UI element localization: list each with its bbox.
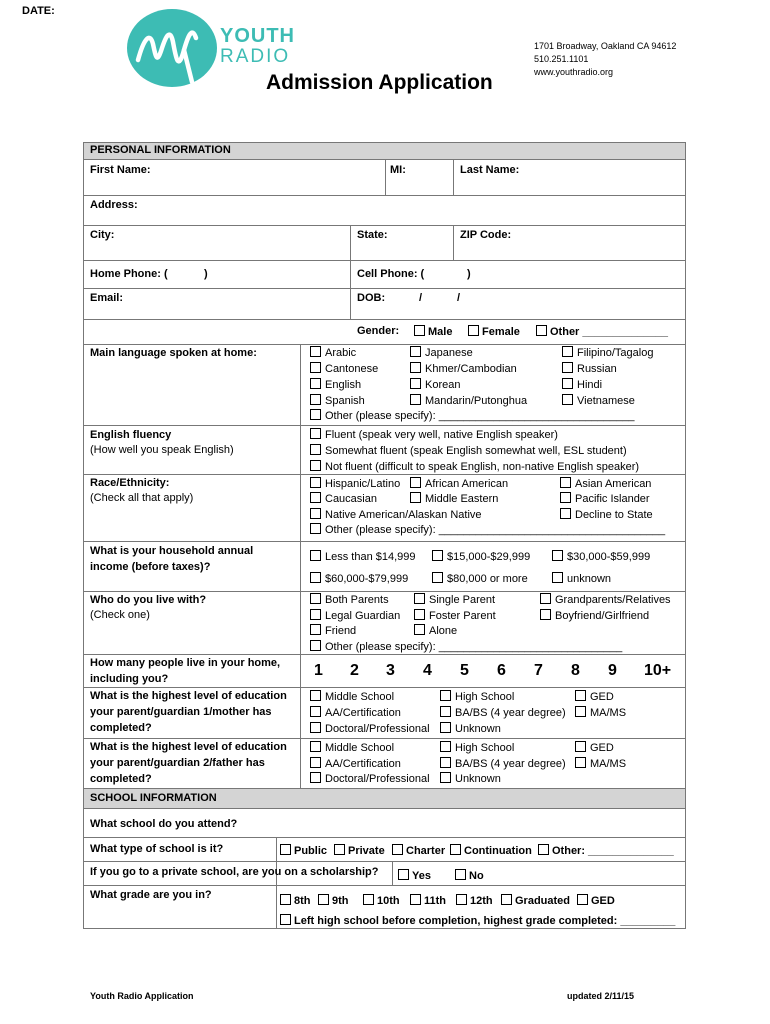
- education2-option[interactable]: AA/Certification: [310, 757, 401, 770]
- checkbox[interactable]: [575, 757, 586, 768]
- school-type-label: What type of school is it?: [90, 843, 224, 855]
- grade-option[interactable]: 10th: [363, 894, 400, 907]
- checkbox[interactable]: [432, 572, 443, 583]
- checkbox[interactable]: [310, 757, 321, 768]
- checkbox[interactable]: [280, 914, 291, 925]
- logo-word-radio: RADIO: [220, 46, 291, 67]
- livewith-option[interactable]: Legal Guardian: [310, 609, 400, 622]
- checkbox[interactable]: [440, 741, 451, 752]
- school-type-option[interactable]: Continuation: [450, 844, 532, 857]
- checkbox[interactable]: [310, 690, 321, 701]
- school-type-option[interactable]: Charter: [392, 844, 445, 857]
- education2-option[interactable]: Middle School: [310, 741, 394, 754]
- household-number[interactable]: 6: [497, 662, 506, 679]
- cell-phone-paren: ): [467, 268, 471, 280]
- checkbox[interactable]: [410, 394, 421, 405]
- school-type-option-other[interactable]: Other: ______________: [538, 844, 674, 857]
- education2-label: What is the highest level of education your parent/guardian 2/father has completed?: [90, 741, 287, 785]
- checkbox[interactable]: [414, 624, 425, 635]
- checkbox[interactable]: [310, 477, 321, 488]
- checkbox[interactable]: [310, 460, 321, 471]
- income-option[interactable]: $60,000-$79,999: [310, 572, 408, 585]
- checkbox[interactable]: [310, 444, 321, 455]
- checkbox[interactable]: [456, 894, 467, 905]
- school-section-title: SCHOOL INFORMATION: [90, 792, 217, 804]
- checkbox[interactable]: [562, 362, 573, 373]
- household-number[interactable]: 8: [571, 662, 580, 679]
- checkbox[interactable]: [560, 492, 571, 503]
- checkbox[interactable]: [455, 869, 466, 880]
- checkbox[interactable]: [310, 772, 321, 783]
- checkbox[interactable]: [414, 593, 425, 604]
- livewith-option[interactable]: Alone: [414, 624, 457, 637]
- race-option-other[interactable]: Other (please specify): _____________________________________: [310, 523, 665, 536]
- language-option[interactable]: Cantonese: [310, 362, 378, 375]
- checkbox[interactable]: [410, 894, 421, 905]
- checkbox[interactable]: [410, 346, 421, 357]
- race-option[interactable]: Asian American: [560, 477, 651, 490]
- checkbox[interactable]: [410, 362, 421, 373]
- livewith-option[interactable]: Friend: [310, 624, 356, 637]
- grade-option[interactable]: GED: [577, 894, 615, 907]
- checkbox[interactable]: [398, 869, 409, 880]
- education2-option[interactable]: Doctoral/Professional: [310, 772, 430, 785]
- household-number[interactable]: 1: [314, 662, 323, 679]
- checkbox[interactable]: [310, 523, 321, 534]
- education1-option[interactable]: Unknown: [440, 722, 501, 735]
- checkbox[interactable]: [280, 894, 291, 905]
- checkbox[interactable]: [280, 844, 291, 855]
- livewith-option[interactable]: Grandparents/Relatives: [540, 593, 671, 606]
- footer-left: Youth Radio Application: [90, 991, 194, 1001]
- checkbox[interactable]: [310, 362, 321, 373]
- checkbox[interactable]: [310, 624, 321, 635]
- checkbox[interactable]: [536, 325, 547, 336]
- address-label[interactable]: Address:: [90, 199, 138, 211]
- livewith-option[interactable]: Boyfriend/Girlfriend: [540, 609, 649, 622]
- logo-word-youth: YOUTH: [220, 25, 295, 47]
- education1-label: What is the highest level of education your parent/guardian 1/mother has completed?: [90, 690, 287, 734]
- state-label[interactable]: State:: [357, 229, 388, 241]
- checkbox[interactable]: [410, 378, 421, 389]
- website-line: www.youthradio.org: [534, 67, 614, 77]
- checkbox[interactable]: [432, 550, 443, 561]
- dob-label[interactable]: DOB:: [357, 292, 386, 304]
- education1-option[interactable]: Middle School: [310, 690, 394, 703]
- scholarship-label: If you go to a private school, are you on a scholarship?: [90, 866, 379, 878]
- language-option-other[interactable]: Other (please specify): ________________________________: [310, 409, 634, 422]
- gender-label: Gender:: [357, 325, 400, 337]
- gender-option-other[interactable]: Other ______________: [536, 325, 668, 338]
- language-option[interactable]: Khmer/Cambodian: [410, 362, 517, 375]
- checkbox[interactable]: [310, 722, 321, 733]
- personal-section-title: PERSONAL INFORMATION: [90, 144, 231, 156]
- checkbox[interactable]: [310, 593, 321, 604]
- checkbox[interactable]: [310, 409, 321, 420]
- gender-option-male[interactable]: Male: [414, 325, 452, 338]
- email-label[interactable]: Email:: [90, 292, 124, 304]
- education1-option[interactable]: AA/Certification: [310, 706, 401, 719]
- race-option[interactable]: Pacific Islander: [560, 492, 650, 505]
- household-number[interactable]: 9: [608, 662, 617, 679]
- education2-option[interactable]: Unknown: [440, 772, 501, 785]
- race-option[interactable]: Native American/Alaskan Native: [310, 508, 482, 521]
- checkbox[interactable]: [310, 550, 321, 561]
- education2-option[interactable]: MA/MS: [575, 757, 626, 770]
- city-label[interactable]: City:: [90, 229, 115, 241]
- income-option[interactable]: $30,000-$59,999: [552, 550, 650, 563]
- fluency-label: English fluency: [90, 429, 172, 441]
- language-option[interactable]: Mandarin/Putonghua: [410, 394, 527, 407]
- language-option[interactable]: Japanese: [410, 346, 473, 359]
- home-phone-label[interactable]: Home Phone: (: [90, 268, 168, 280]
- income-option[interactable]: $15,000-$29,999: [432, 550, 530, 563]
- household-number[interactable]: 2: [350, 662, 359, 679]
- checkbox[interactable]: [440, 772, 451, 783]
- scholarship-option-yes[interactable]: Yes: [398, 869, 431, 882]
- checkbox[interactable]: [450, 844, 461, 855]
- race-sublabel: (Check all that apply): [90, 492, 194, 504]
- checkbox[interactable]: [310, 428, 321, 439]
- checkbox[interactable]: [310, 378, 321, 389]
- checkbox[interactable]: [392, 844, 403, 855]
- household-number[interactable]: 10+: [644, 662, 672, 679]
- checkbox[interactable]: [575, 690, 586, 701]
- income-option[interactable]: unknown: [552, 572, 611, 585]
- education1-option[interactable]: GED: [575, 690, 614, 703]
- race-option[interactable]: Hispanic/Latino: [310, 477, 400, 490]
- checkbox[interactable]: [552, 572, 563, 583]
- first-name-label[interactable]: First Name:: [90, 164, 151, 176]
- checkbox[interactable]: [310, 741, 321, 752]
- checkbox[interactable]: [560, 508, 571, 519]
- checkbox[interactable]: [318, 894, 329, 905]
- livewith-label: Who do you live with?: [90, 594, 207, 606]
- education1-option[interactable]: BA/BS (4 year degree): [440, 706, 566, 719]
- contact-block: [534, 40, 676, 79]
- school-attend-label[interactable]: What school do you attend?: [90, 818, 238, 830]
- livewith-option-other[interactable]: Other (please specify): ______________________________: [310, 640, 622, 653]
- education2-option[interactable]: High School: [440, 741, 514, 754]
- livewith-option[interactable]: Single Parent: [414, 593, 495, 606]
- education1-option[interactable]: Doctoral/Professional: [310, 722, 430, 735]
- checkbox[interactable]: [540, 593, 551, 604]
- language-option[interactable]: Hindi: [562, 378, 602, 391]
- language-option[interactable]: Spanish: [310, 394, 365, 407]
- language-option[interactable]: Vietnamese: [562, 394, 635, 407]
- checkbox[interactable]: [562, 394, 573, 405]
- checkbox[interactable]: [540, 609, 551, 620]
- education1-option[interactable]: High School: [440, 690, 514, 703]
- income-option[interactable]: $80,000 or more: [432, 572, 528, 585]
- education2-option[interactable]: GED: [575, 741, 614, 754]
- last-name-label[interactable]: Last Name:: [460, 164, 520, 176]
- checkbox[interactable]: [562, 378, 573, 389]
- checkbox[interactable]: [562, 346, 573, 357]
- school-type-option[interactable]: Private: [334, 844, 385, 857]
- fluency-sublabel: (How well you speak English): [90, 444, 234, 456]
- gender-option-female[interactable]: Female: [468, 325, 520, 338]
- fluency-option[interactable]: Not fluent (difficult to speak English, non-native English speaker): [310, 460, 639, 473]
- language-label: Main language spoken at home:: [90, 347, 257, 359]
- scholarship-option-no[interactable]: No: [455, 869, 484, 882]
- education2-option[interactable]: BA/BS (4 year degree): [440, 757, 566, 770]
- language-option[interactable]: Arabic: [310, 346, 356, 359]
- language-option[interactable]: Korean: [410, 378, 460, 391]
- household-number[interactable]: 5: [460, 662, 469, 679]
- livewith-option[interactable]: Both Parents: [310, 593, 389, 606]
- income-option[interactable]: Less than $14,999: [310, 550, 416, 563]
- checkbox[interactable]: [410, 477, 421, 488]
- household-label: How many people live in your home, including you?: [90, 657, 281, 685]
- cell-phone-label[interactable]: Cell Phone: (: [357, 268, 425, 280]
- checkbox[interactable]: [363, 894, 374, 905]
- footer-right: updated 2/11/15: [567, 991, 635, 1001]
- left-school-option[interactable]: Left high school before completion, highest grade completed: _________: [280, 914, 675, 927]
- checkbox[interactable]: [410, 492, 421, 503]
- checkbox[interactable]: [310, 572, 321, 583]
- checkbox[interactable]: [310, 640, 321, 651]
- checkbox[interactable]: [440, 722, 451, 733]
- phone-line: 510.251.1101: [534, 54, 589, 64]
- checkbox[interactable]: [560, 477, 571, 488]
- checkbox[interactable]: [414, 609, 425, 620]
- grade-option[interactable]: 12th: [456, 894, 493, 907]
- checkbox[interactable]: [310, 609, 321, 620]
- address-line: 1701 Broadway, Oakland CA 94612: [534, 41, 677, 51]
- race-label: Race/Ethnicity:: [90, 477, 170, 489]
- checkbox[interactable]: [468, 325, 479, 336]
- school-type-option[interactable]: Public: [280, 844, 327, 857]
- checkbox[interactable]: [552, 550, 563, 561]
- dob-separator: /: [457, 292, 461, 304]
- checkbox[interactable]: [334, 844, 345, 855]
- checkbox[interactable]: [310, 346, 321, 357]
- education1-option[interactable]: MA/MS: [575, 706, 626, 719]
- language-option[interactable]: Filipino/Tagalog: [562, 346, 653, 359]
- checkbox[interactable]: [538, 844, 549, 855]
- home-phone-paren: ): [204, 268, 208, 280]
- grade-option[interactable]: 8th: [280, 894, 311, 907]
- fluency-option[interactable]: Somewhat fluent (speak English somewhat well, ESL student): [310, 444, 627, 457]
- date-label: DATE:: [22, 5, 55, 17]
- grade-option[interactable]: Graduated: [501, 894, 570, 907]
- household-number[interactable]: 4: [423, 662, 432, 679]
- household-number[interactable]: 3: [386, 662, 395, 679]
- checkbox[interactable]: [310, 492, 321, 503]
- checkbox[interactable]: [577, 894, 588, 905]
- mi-label[interactable]: MI:: [390, 164, 406, 176]
- grade-option[interactable]: 9th: [318, 894, 349, 907]
- household-number[interactable]: 7: [534, 662, 543, 679]
- language-option[interactable]: English: [310, 378, 361, 391]
- page-title: Admission Application: [266, 71, 493, 94]
- livewith-sublabel: (Check one): [90, 609, 150, 621]
- livewith-option[interactable]: Foster Parent: [414, 609, 496, 622]
- checkbox[interactable]: [440, 706, 451, 717]
- checkbox[interactable]: [310, 508, 321, 519]
- race-option[interactable]: African American: [410, 477, 508, 490]
- checkbox[interactable]: [501, 894, 512, 905]
- race-option[interactable]: Caucasian: [310, 492, 377, 505]
- fluency-option[interactable]: Fluent (speak very well, native English speaker): [310, 428, 558, 441]
- zip-label[interactable]: ZIP Code:: [460, 229, 512, 241]
- youth-radio-logo: [126, 8, 218, 88]
- checkbox[interactable]: [310, 394, 321, 405]
- checkbox[interactable]: [440, 690, 451, 701]
- income-label: What is your household annual income (before taxes)?: [90, 545, 254, 573]
- grade-option[interactable]: 11th: [410, 894, 446, 907]
- checkbox[interactable]: [310, 706, 321, 717]
- language-option[interactable]: Russian: [562, 362, 617, 375]
- checkbox[interactable]: [575, 741, 586, 752]
- race-option[interactable]: Middle Eastern: [410, 492, 498, 505]
- grade-label: What grade are you in?: [90, 889, 212, 901]
- race-option[interactable]: Decline to State: [560, 508, 653, 521]
- checkbox[interactable]: [575, 706, 586, 717]
- dob-separator: /: [419, 292, 423, 304]
- checkbox[interactable]: [414, 325, 425, 336]
- checkbox[interactable]: [440, 757, 451, 768]
